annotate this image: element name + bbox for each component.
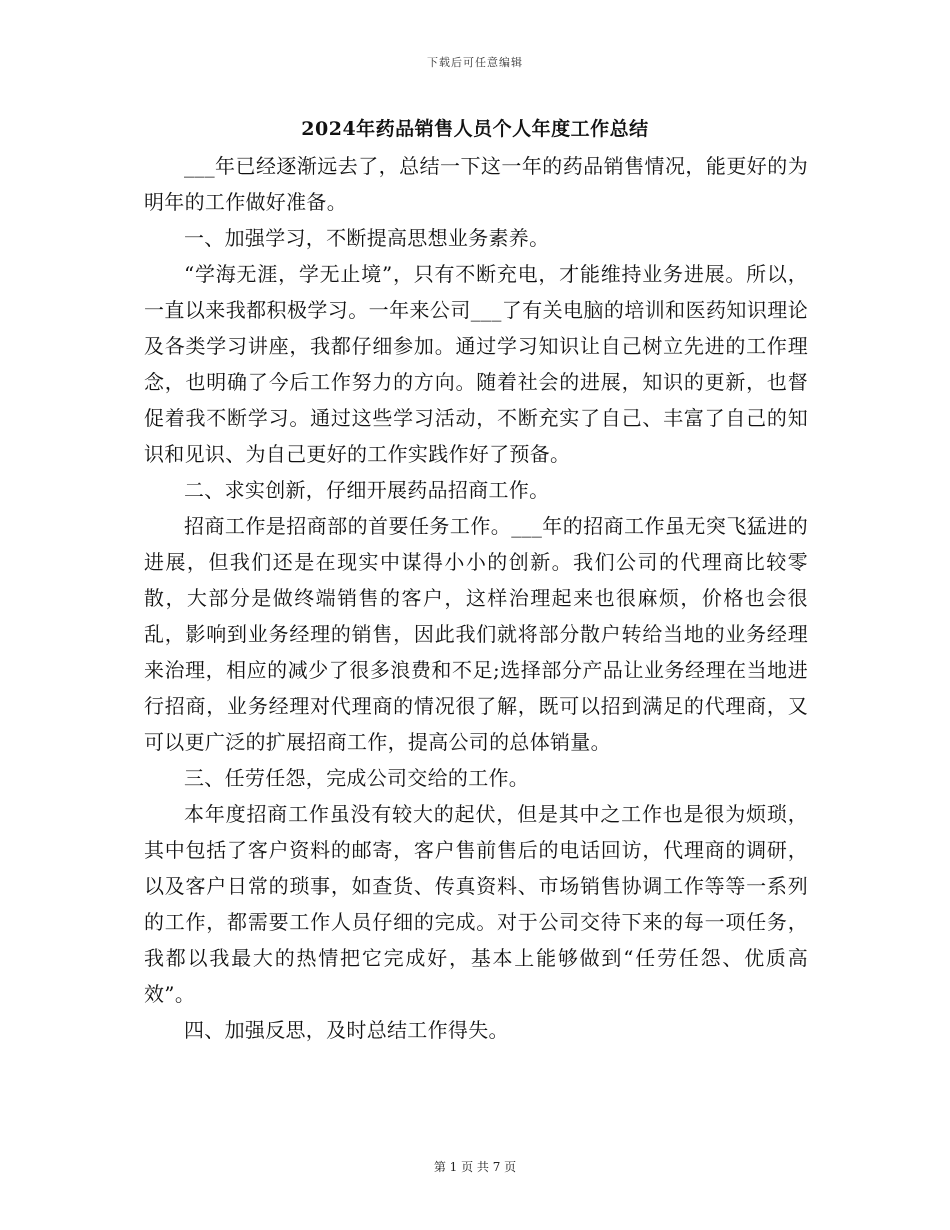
section-heading-4: 四、加强反思，及时总结工作得失。 bbox=[184, 1018, 509, 1042]
page-header-note: 下载后可任意编辑 bbox=[427, 56, 523, 69]
section-heading-2: 二、求实创新，仔细开展药品招商工作。 bbox=[184, 478, 550, 502]
section-heading-3: 三、任劳任怨，完成公司交给的工作。 bbox=[184, 766, 530, 790]
paragraph-section-3: 本年度招商工作虽没有较大的起伏，但是其中之工作也是很为烦琐，其中包括了客户资料的邮寄，客户售前售后的电话回访，代理商的调研，以及客户日常的琐事，如查货、传真资料、市场销售协调工作等等一系列的工作，都需要工作人员仔细的完成。对于公司交待下来的每一项任务，我都以我最大的热情把它完成好，基本上能够做到“任劳任怨、优质高效”。 bbox=[144, 802, 808, 1006]
paragraph-section-2: 招商工作是招商部的首要任务工作。___年的招商工作虽无突飞猛进的进展，但我们还是在现实中谋得小小的创新。我们公司的代理商比较零散，大部分是做终端销售的客户，这样治理起来也很麻烦，价格也会很乱，影响到业务经理的销售，因此我们就将部分散户转给当地的业务经理来治理，相应的减少了很多浪费和不足;选择部分产品让业务经理在当地进行招商，业务经理对代理商的情况很了解，既可以招到满足的代理商，又可以更广泛的扩展招商工作，提高公司的总体销量。 bbox=[144, 514, 808, 754]
document-body bbox=[144, 148, 808, 1048]
document-title: 2024年药品销售人员个人年度工作总结 bbox=[301, 118, 649, 140]
paragraph-section-1: “学海无涯，学无止境”，只有不断充电，才能维持业务进展。所以，一直以来我都积极学习。一年来公司___了有关电脑的培训和医药知识理论及各类学习讲座，我都仔细参加。通过学习知识让自己树立先进的工作理念，也明确了今后工作努力的方向。随着社会的进展，知识的更新，也督促着我不断学习。通过这些学习活动，不断充实了自己、丰富了自己的知识和见识、为自己更好的工作实践作好了预备。 bbox=[144, 262, 808, 466]
paragraph-intro: ___年已经逐渐远去了，总结一下这一年的药品销售情况，能更好的为明年的工作做好准备。 bbox=[144, 154, 808, 214]
page-number-footer: 第 1 页 共 7 页 bbox=[433, 1160, 517, 1174]
section-heading-1: 一、加强学习，不断提高思想业务素养。 bbox=[184, 226, 550, 250]
